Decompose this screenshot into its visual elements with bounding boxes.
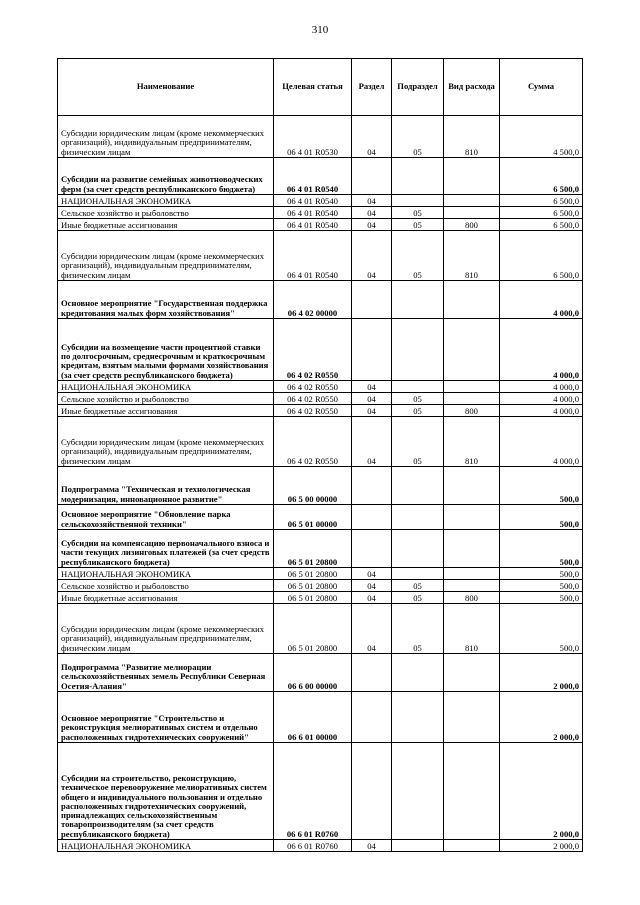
row-section-cell: 04 [352,381,392,393]
table-row [58,158,583,195]
row-expense-type-cell [444,467,500,505]
table-row [58,195,583,207]
row-amount-cell: 2 000,0 [500,692,583,743]
row-code-cell: 06 4 02 R0550 [274,393,352,405]
row-subsection-cell [392,158,444,195]
row-expense-type-cell: 800 [444,592,500,604]
row-name-cell: Сельское хозяйство и рыболовство [58,207,274,219]
row-expense-type-cell [444,505,500,530]
table-row [58,568,583,580]
row-subsection-cell: 05 [392,592,444,604]
table-row [58,405,583,417]
row-code-cell: 06 5 01 20800 [274,530,352,568]
row-code-cell: 06 4 01 R0540 [274,231,352,281]
row-amount-cell: 500,0 [500,505,583,530]
row-subsection-cell: 05 [392,116,444,158]
row-subsection-cell: 05 [392,405,444,417]
row-section-cell: 04 [352,405,392,417]
row-amount-cell: 2 000,0 [500,840,583,852]
row-code-cell: 06 6 01 00000 [274,692,352,743]
row-subsection-cell [392,281,444,319]
row-code-cell: 06 4 02 R0550 [274,405,352,417]
table-row [58,580,583,592]
row-section-cell [352,505,392,530]
row-name-cell: Субсидии юридическим лицам (кроме некоммерческих организаций), индивидуальным предпринимателям, физическим лицам [58,604,274,654]
row-subsection-cell [392,530,444,568]
row-amount-cell: 2 000,0 [500,654,583,692]
row-code-cell: 06 5 00 00000 [274,467,352,505]
row-expense-type-cell [444,654,500,692]
row-section-cell: 04 [352,604,392,654]
row-amount-cell: 6 500,0 [500,158,583,195]
row-name-cell: НАЦИОНАЛЬНАЯ ЭКОНОМИКА [58,195,274,207]
row-section-cell [352,281,392,319]
row-name-cell: Основное мероприятие "Строительство и реконструкция мелиоративных систем и отдельно расположенных гидротехнических сооружений" [58,692,274,743]
row-expense-type-cell [444,319,500,381]
row-expense-type-cell [444,568,500,580]
row-code-cell: 06 4 01 R0540 [274,207,352,219]
table-row [58,592,583,604]
row-section-cell [352,467,392,505]
row-expense-type-cell [444,580,500,592]
row-name-cell: Иные бюджетные ассигнования [58,405,274,417]
row-name-cell: Субсидии юридическим лицам (кроме некоммерческих организаций), индивидуальным предпринимателям, физическим лицам [58,417,274,467]
table-row [58,207,583,219]
table-row [58,505,583,530]
row-section-cell [352,692,392,743]
row-expense-type-cell [444,530,500,568]
row-code-cell: 06 4 01 R0540 [274,158,352,195]
row-code-cell: 06 5 01 20800 [274,580,352,592]
row-expense-type-cell: 810 [444,231,500,281]
row-subsection-cell [392,840,444,852]
header-amount: Сумма [500,59,583,116]
row-section-cell: 04 [352,116,392,158]
table-row [58,467,583,505]
row-expense-type-cell [444,381,500,393]
row-expense-type-cell [444,195,500,207]
row-amount-cell: 4 000,0 [500,319,583,381]
row-name-cell: Субсидии на компенсацию первоначального взноса и части текущих лизинговых платежей (за счет средств республиканского бюджета) [58,530,274,568]
table-row [58,231,583,281]
row-code-cell: 06 6 00 00000 [274,654,352,692]
row-name-cell: Сельское хозяйство и рыболовство [58,580,274,592]
table-row [58,692,583,743]
row-subsection-cell [392,743,444,840]
row-subsection-cell [392,568,444,580]
row-code-cell: 06 4 02 00000 [274,281,352,319]
row-section-cell: 04 [352,580,392,592]
table-row [58,116,583,158]
row-amount-cell: 2 000,0 [500,743,583,840]
row-amount-cell: 6 500,0 [500,231,583,281]
row-name-cell: НАЦИОНАЛЬНАЯ ЭКОНОМИКА [58,381,274,393]
row-name-cell: Основное мероприятие "Государственная поддержка кредитования малых форм хозяйствования" [58,281,274,319]
row-section-cell: 04 [352,592,392,604]
table-header [58,59,583,116]
row-section-cell: 04 [352,840,392,852]
row-name-cell: Субсидии юридическим лицам (кроме некоммерческих организаций), индивидуальным предпринимателям, физическим лицам [58,231,274,281]
row-section-cell: 04 [352,393,392,405]
table-row [58,381,583,393]
row-subsection-cell [392,467,444,505]
row-subsection-cell: 05 [392,393,444,405]
row-subsection-cell: 05 [392,231,444,281]
row-code-cell: 06 6 01 R0760 [274,743,352,840]
table-row [58,604,583,654]
row-expense-type-cell: 810 [444,604,500,654]
table-row [58,840,583,852]
row-subsection-cell [392,505,444,530]
row-section-cell: 04 [352,219,392,231]
row-subsection-cell [392,195,444,207]
row-section-cell: 04 [352,417,392,467]
row-subsection-cell: 05 [392,604,444,654]
row-subsection-cell: 05 [392,219,444,231]
table-row [58,417,583,467]
row-code-cell: 06 4 01 R0530 [274,116,352,158]
row-section-cell: 04 [352,195,392,207]
header-name: Наименование [58,59,274,116]
table-row [58,654,583,692]
row-amount-cell: 500,0 [500,592,583,604]
row-name-cell: Подпрограмма "Техническая и технологическая модернизация, инновационное развитие" [58,467,274,505]
header-subsection: Подраздел [392,59,444,116]
row-subsection-cell: 05 [392,580,444,592]
table-row [58,219,583,231]
row-section-cell: 04 [352,207,392,219]
row-amount-cell: 500,0 [500,580,583,592]
row-code-cell: 06 4 02 R0550 [274,319,352,381]
row-amount-cell: 500,0 [500,568,583,580]
row-expense-type-cell: 800 [444,405,500,417]
table-row [58,281,583,319]
row-code-cell: 06 5 01 20800 [274,604,352,654]
row-code-cell: 06 4 02 R0550 [274,417,352,467]
row-section-cell [352,530,392,568]
row-name-cell: Подпрограмма "Развитие мелиорации сельскохозяйственных земель Республики Северная Осетия-Алания" [58,654,274,692]
header-expense-type: Вид расхода [444,59,500,116]
table-row [58,319,583,381]
row-name-cell: Субсидии на возмещение части процентной ставки по долгосрочным, среднесрочным и краткосрочным кредитам, взятым малыми формами хозяйствования (за счет средств республиканского бюджета) [58,319,274,381]
page-number: 310 [311,24,329,36]
row-section-cell [352,654,392,692]
row-section-cell: 04 [352,568,392,580]
row-amount-cell: 4 000,0 [500,381,583,393]
row-section-cell [352,319,392,381]
row-code-cell: 06 4 01 R0540 [274,219,352,231]
row-name-cell: Сельское хозяйство и рыболовство [58,393,274,405]
row-section-cell [352,158,392,195]
table-row [58,393,583,405]
row-subsection-cell: 05 [392,417,444,467]
row-expense-type-cell [444,743,500,840]
row-amount-cell: 500,0 [500,604,583,654]
table-body [58,116,583,852]
row-expense-type-cell [444,207,500,219]
row-subsection-cell: 05 [392,207,444,219]
table-row [58,743,583,840]
row-amount-cell: 4 500,0 [500,116,583,158]
row-code-cell: 06 5 01 20800 [274,592,352,604]
budget-table [57,58,583,852]
row-expense-type-cell: 810 [444,116,500,158]
row-amount-cell: 4 000,0 [500,405,583,417]
row-expense-type-cell [444,840,500,852]
row-amount-cell: 6 500,0 [500,195,583,207]
row-name-cell: Субсидии юридическим лицам (кроме некоммерческих организаций), индивидуальным предпринимателям, физическим лицам [58,116,274,158]
row-code-cell: 06 4 01 R0540 [274,195,352,207]
row-name-cell: Субсидии на развитие семейных животноводческих ферм (за счет средств республиканского бюджета) [58,158,274,195]
row-code-cell: 06 5 01 20800 [274,568,352,580]
row-name-cell: Основное мероприятие "Обновление парка сельскохозяйственной техники" [58,505,274,530]
row-name-cell: Иные бюджетные ассигнования [58,592,274,604]
row-name-cell: НАЦИОНАЛЬНАЯ ЭКОНОМИКА [58,568,274,580]
table-row [58,530,583,568]
row-name-cell: НАЦИОНАЛЬНАЯ ЭКОНОМИКА [58,840,274,852]
row-expense-type-cell [444,281,500,319]
row-code-cell: 06 6 01 R0760 [274,840,352,852]
row-amount-cell: 4 000,0 [500,393,583,405]
row-amount-cell: 4 000,0 [500,281,583,319]
row-subsection-cell [392,654,444,692]
row-expense-type-cell: 800 [444,219,500,231]
row-expense-type-cell [444,158,500,195]
row-section-cell [352,743,392,840]
row-subsection-cell [392,692,444,743]
row-expense-type-cell [444,692,500,743]
row-amount-cell: 500,0 [500,467,583,505]
row-section-cell: 04 [352,231,392,281]
row-amount-cell: 6 500,0 [500,207,583,219]
row-amount-cell: 500,0 [500,530,583,568]
row-amount-cell: 4 000,0 [500,417,583,467]
row-code-cell: 06 5 01 00000 [274,505,352,530]
row-subsection-cell [392,319,444,381]
row-expense-type-cell: 810 [444,417,500,467]
header-section: Раздел [352,59,392,116]
row-code-cell: 06 4 02 R0550 [274,381,352,393]
row-name-cell: Субсидии на строительство, реконструкцию, техническое перевооружение мелиоративных систем общего и индивидуального пользования и отдельно расположенных гидротехнических сооружений, принадлежащих сельскохозяйственным товаропроизводителям (за счет средств республиканского бюджета) [58,743,274,840]
row-expense-type-cell [444,393,500,405]
header-code: Целевая статья [274,59,352,116]
row-name-cell: Иные бюджетные ассигнования [58,219,274,231]
row-amount-cell: 6 500,0 [500,219,583,231]
row-subsection-cell [392,381,444,393]
